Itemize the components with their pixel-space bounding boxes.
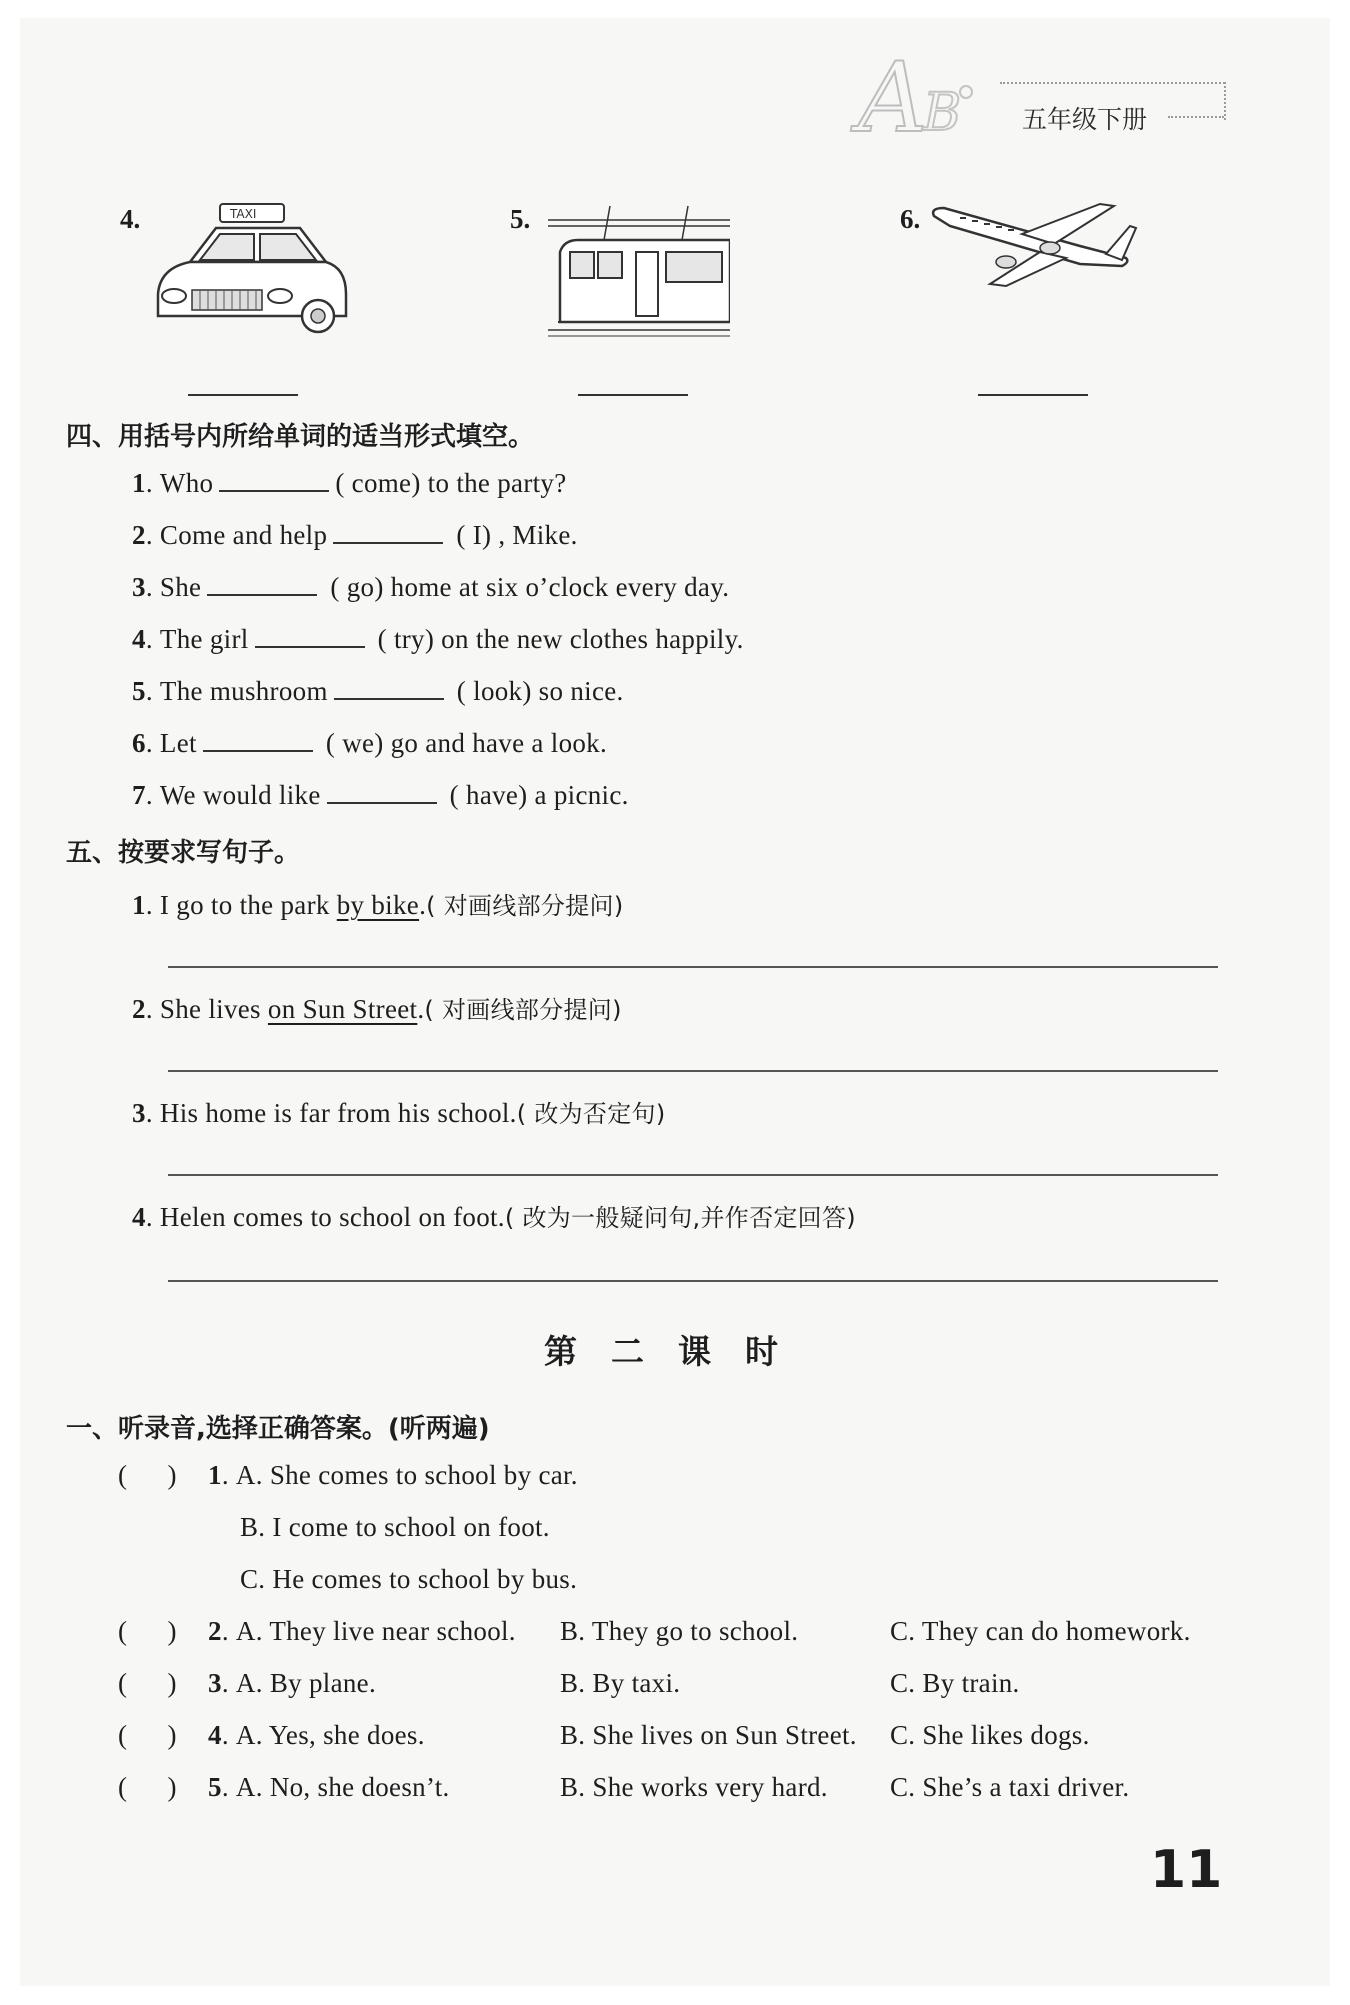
answer-paren[interactable]: ( ) (118, 1668, 177, 1698)
option-c: C. She’s a taxi driver. (890, 1772, 1130, 1802)
listening-q1: 1. A. She comes to school by car. (208, 1460, 578, 1490)
picture-number: 4. (120, 204, 141, 234)
option-b: B. I come to school on foot. (240, 1512, 550, 1542)
taxi-sign-text: TAXI (230, 207, 257, 221)
lesson-title: 第二课时 (544, 1332, 812, 1371)
header-dotted-edge (1224, 82, 1226, 120)
answer-line-3[interactable] (168, 1174, 1218, 1176)
header-dotted-line-2 (1168, 116, 1224, 118)
rewrite-question: 4. Helen comes to school on foot.( 改为一般疑问句,并作否定回答) (132, 1202, 856, 1232)
rewrite-question: 3. His home is far from his school.( 改为否定句) (132, 1098, 666, 1128)
fill-blank[interactable] (255, 626, 365, 648)
fill-blank[interactable] (203, 730, 313, 752)
fill-blank[interactable] (334, 678, 444, 700)
page-number: 11 (1150, 1840, 1223, 1900)
option-c: C. She likes dogs. (890, 1720, 1090, 1750)
answer-paren[interactable]: ( ) (118, 1772, 177, 1802)
header-dotted-line (1000, 82, 1225, 84)
answer-blank-5[interactable] (578, 394, 688, 396)
answer-line-2[interactable] (168, 1070, 1218, 1072)
picture-number: 6. (900, 204, 921, 234)
option-b: B. She works very hard. (560, 1772, 828, 1802)
instruction: ( 改为否定句) (516, 1100, 666, 1128)
option-a: 5. A. No, she doesn’t. (208, 1772, 450, 1802)
svg-text:B: B (923, 83, 962, 142)
option-a: A. She comes to school by car. (235, 1460, 578, 1490)
underlined-part: on Sun Street (267, 994, 418, 1024)
fill-blank[interactable] (219, 470, 329, 492)
fill-question: 1. Who ( come) to the party? (132, 468, 567, 498)
option-c: C. They can do homework. (890, 1616, 1191, 1646)
answer-paren[interactable]: ( ) (118, 1460, 177, 1490)
fill-blank[interactable] (333, 522, 443, 544)
section4-title: 四、用括号内所给单词的适当形式填空。 (66, 422, 535, 452)
fill-question: 3. She ( go) home at six o’clock every day. (132, 572, 730, 602)
option-c: C. He comes to school by bus. (240, 1564, 578, 1594)
answer-line-4[interactable] (168, 1280, 1218, 1282)
grade-label: 五年级下册 (1022, 105, 1148, 134)
answer-paren[interactable]: ( ) (118, 1616, 177, 1646)
fill-question: 7. We would like ( have) a picnic. (132, 780, 629, 810)
picture-number: 5. (510, 204, 531, 234)
underlined-part: by bike (336, 890, 420, 920)
section5-title: 五、按要求写句子。 (66, 838, 301, 868)
instruction: ( 改为一般疑问句,并作否定回答) (504, 1204, 856, 1232)
answer-line-1[interactable] (168, 966, 1218, 968)
airplane-icon (930, 196, 1140, 296)
taxi-icon (150, 198, 350, 338)
logo-b-icon (918, 82, 978, 142)
answer-blank-6[interactable] (978, 394, 1088, 396)
fill-question: 5. The mushroom ( look) so nice. (132, 676, 624, 706)
fill-question: 6. Let ( we) go and have a look. (132, 728, 608, 758)
option-b: B. By taxi. (560, 1668, 681, 1698)
option-c: C. By train. (890, 1668, 1020, 1698)
listening-title: 一、听录音,选择正确答案。(听两遍) (66, 1414, 490, 1444)
answer-blank-4[interactable] (188, 394, 298, 396)
rewrite-question: 1. I go to the park by bike.( 对画线部分提问) (132, 890, 624, 920)
answer-paren[interactable]: ( ) (118, 1720, 177, 1750)
option-b: B. She lives on Sun Street. (560, 1720, 857, 1750)
train-icon (548, 200, 730, 340)
instruction: ( 对画线部分提问) (424, 996, 622, 1024)
option-a: 2. A. They live near school. (208, 1616, 516, 1646)
rewrite-question: 2. She lives on Sun Street.( 对画线部分提问) (132, 994, 622, 1024)
fill-blank[interactable] (327, 782, 437, 804)
fill-blank[interactable] (207, 574, 317, 596)
instruction: ( 对画线部分提问) (426, 892, 624, 920)
fill-question: 2. Come and help ( I) , Mike. (132, 520, 578, 550)
option-a: 3. A. By plane. (208, 1668, 376, 1698)
option-b: B. They go to school. (560, 1616, 799, 1646)
ab-logo-icon: A (858, 42, 928, 154)
fill-question: 4. The girl ( try) on the new clothes happily. (132, 624, 744, 654)
option-a: 4. A. Yes, she does. (208, 1720, 425, 1750)
